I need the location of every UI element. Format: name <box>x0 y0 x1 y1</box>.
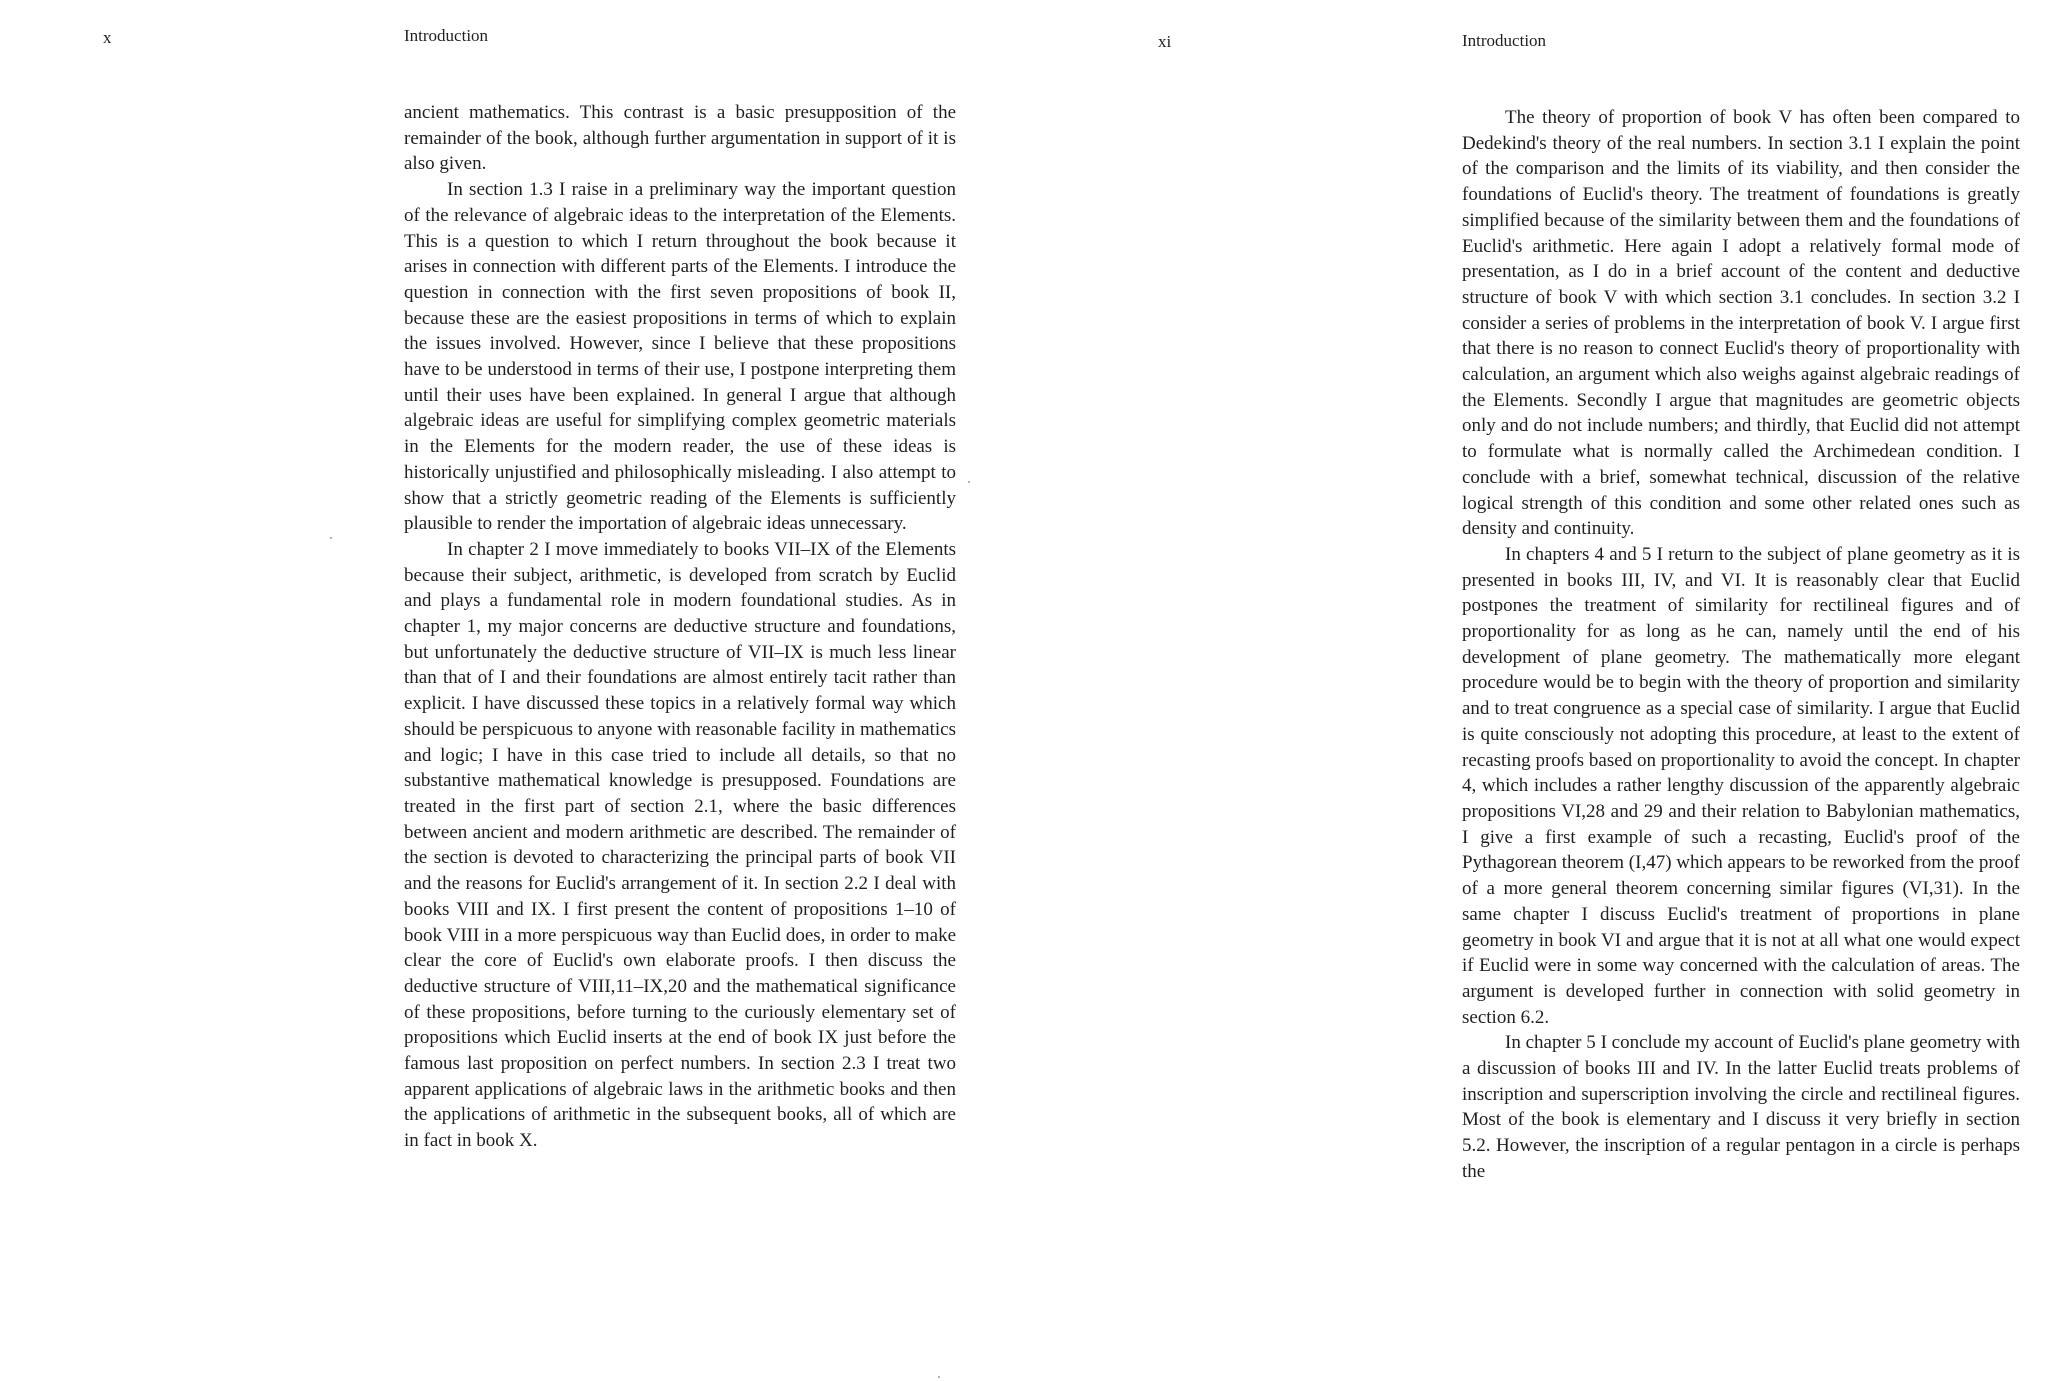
left-paragraph-3: In chapter 2 I move immediately to books VII–IX of the Elements because their subject, arithmetic, is developed from scratch by Euclid and plays a fundamental role in modern foundational studies. As in chapter 1, my major concerns are deductive structure and foundations, but unfortunately the deductive structure of VII–IX is much less linear than that of I and their foundations are almost entirely tacit rather than explicit. I have discussed these topics in a relatively formal way which should be perspicuous to anyone with reasonable facility in mathematics and logic; I have in this case tried to include all details, so that no substantive mathematical knowledge is presupposed. Foundations are treated in the first part of section 2.1, where the basic differences between ancient and modern arithmetic are described. The remainder of the section is devoted to characterizing the principal parts of book VII and the reasons for Euclid's arrangement of it. In section 2.2 I deal with books VIII and IX. I first present the content of propositions 1–10 of book VIII in a more perspicuous way than Euclid does, in order to make clear the core of Euclid's own elaborate proofs. I then discuss the deductive structure of VIII,11–IX,20 and the mathematical significance of these propositions, before turning to the curiously elementary set of propositions which Euclid inserts at the end of book IX just before the famous last proposition on perfect numbers. In section 2.3 I treat two apparent applications of algebraic laws in the arithmetic books and then the applications of arithmetic in the subsequent books, all of which are in fact in book X. <box>404 538 956 1152</box>
scan-speck <box>968 481 970 483</box>
right-paragraph-1: The theory of proportion of book V has often been compared to Dedekind's theory of the real numbers. In section 3.1 I explain the point of the comparison and the limits of its viability, and then consider the foundations of Euclid's theory. The treatment of foundations is greatly simplified because of the similarity between them and the foundations of Euclid's arithmetic. Here again I adopt a relatively formal mode of presentation, as I do in a brief account of the content and deductive structure of book V with which section 3.1 concludes. In section 3.2 I consider a series of problems in the interpretation of book V. I argue first that there is no reason to connect Euclid's theory of proportionality with calculation, an argument which also weighs against algebraic readings of the Elements. Secondly I argue that magnitudes are geometric objects only and do not include numbers; and thirdly, that Euclid did not attempt to formulate what is normally called the Archimedean condition. I conclude with a brief, somewhat technical, discussion of the relative logical strength of this condition and some other related ones such as density and continuity. <box>1462 107 2020 540</box>
right-text-column <box>1462 105 2020 1185</box>
left-page-number: x <box>103 28 112 47</box>
right-paragraph-2: In chapters 4 and 5 I return to the subject of plane geometry as it is presented in books III, IV, and VI. It is reasonably clear that Euclid postpones the treatment of similarity for rectilineal figures and of proportionality for as long as he can, namely until the end of his development of plane geometry. The mathematically more elegant procedure would be to begin with the theory of proportion and similarity and to treat congruence as a special case of similarity. I argue that Euclid is quite consciously not adopting this procedure, at least to the extent of recasting proofs based on proportionality to avoid the concept. In chapter 4, which includes a rather lengthy discussion of the apparently algebraic propositions VI,28 and 29 and their relation to Babylonian mathematics, I give a first example of such a recasting, Euclid's proof of the Pythagorean theorem (I,47) which appears to be reworked from the proof of a more general theorem concerning similar figures (VI,31). In the same chapter I discuss Euclid's treatment of proportions in plane geometry in book VI and argue that it is not at all what one would expect if Euclid were in some way concerned with the calculation of areas. The argument is developed further in connection with solid geometry in section 6.2. <box>1462 543 2020 1028</box>
right-paragraph-3: In chapter 5 I conclude my account of Euclid's plane geometry with a discussion of books III and IV. In the latter Euclid treats problems of inscription and superscription involving the circle and rectilineal figures. Most of the book is elementary and I discuss it very briefly in section 5.2. However, the inscription of a regular pentagon in a circle is perhaps the <box>1462 1032 2020 1182</box>
scan-speck <box>938 1376 940 1378</box>
left-running-head: Introduction <box>404 26 489 45</box>
left-paragraph-2: In section 1.3 I raise in a preliminary way the important question of the relevance of algebraic ideas to the interpretation of the Elements. This is a question to which I return throughout the book because it arises in connection with different parts of the Elements. I introduce the question in connection with the first seven propositions of book II, because these are the easiest propositions in terms of which to explain the issues involved. However, since I believe that these propositions have to be understood in terms of their use, I postpone interpreting them until their uses have been explained. In general I argue that although algebraic ideas are useful for simplifying complex geometric materials in the Elements for the modern reader, the use of these ideas is historically unjustified and philosophically misleading. I also attempt to show that a strictly geometric reading of the Elements is sufficiently plausible to render the importation of algebraic ideas unnecessary. <box>404 179 956 535</box>
right-running-head: Introduction <box>1462 31 1547 50</box>
right-page-number: xi <box>1158 32 1172 51</box>
left-paragraph-1: ancient mathematics. This contrast is a basic presupposition of the remainder of the book, although further argumentation in support of it is also given. <box>404 102 956 175</box>
left-text-column <box>404 100 956 1154</box>
scan-speck <box>330 537 332 539</box>
